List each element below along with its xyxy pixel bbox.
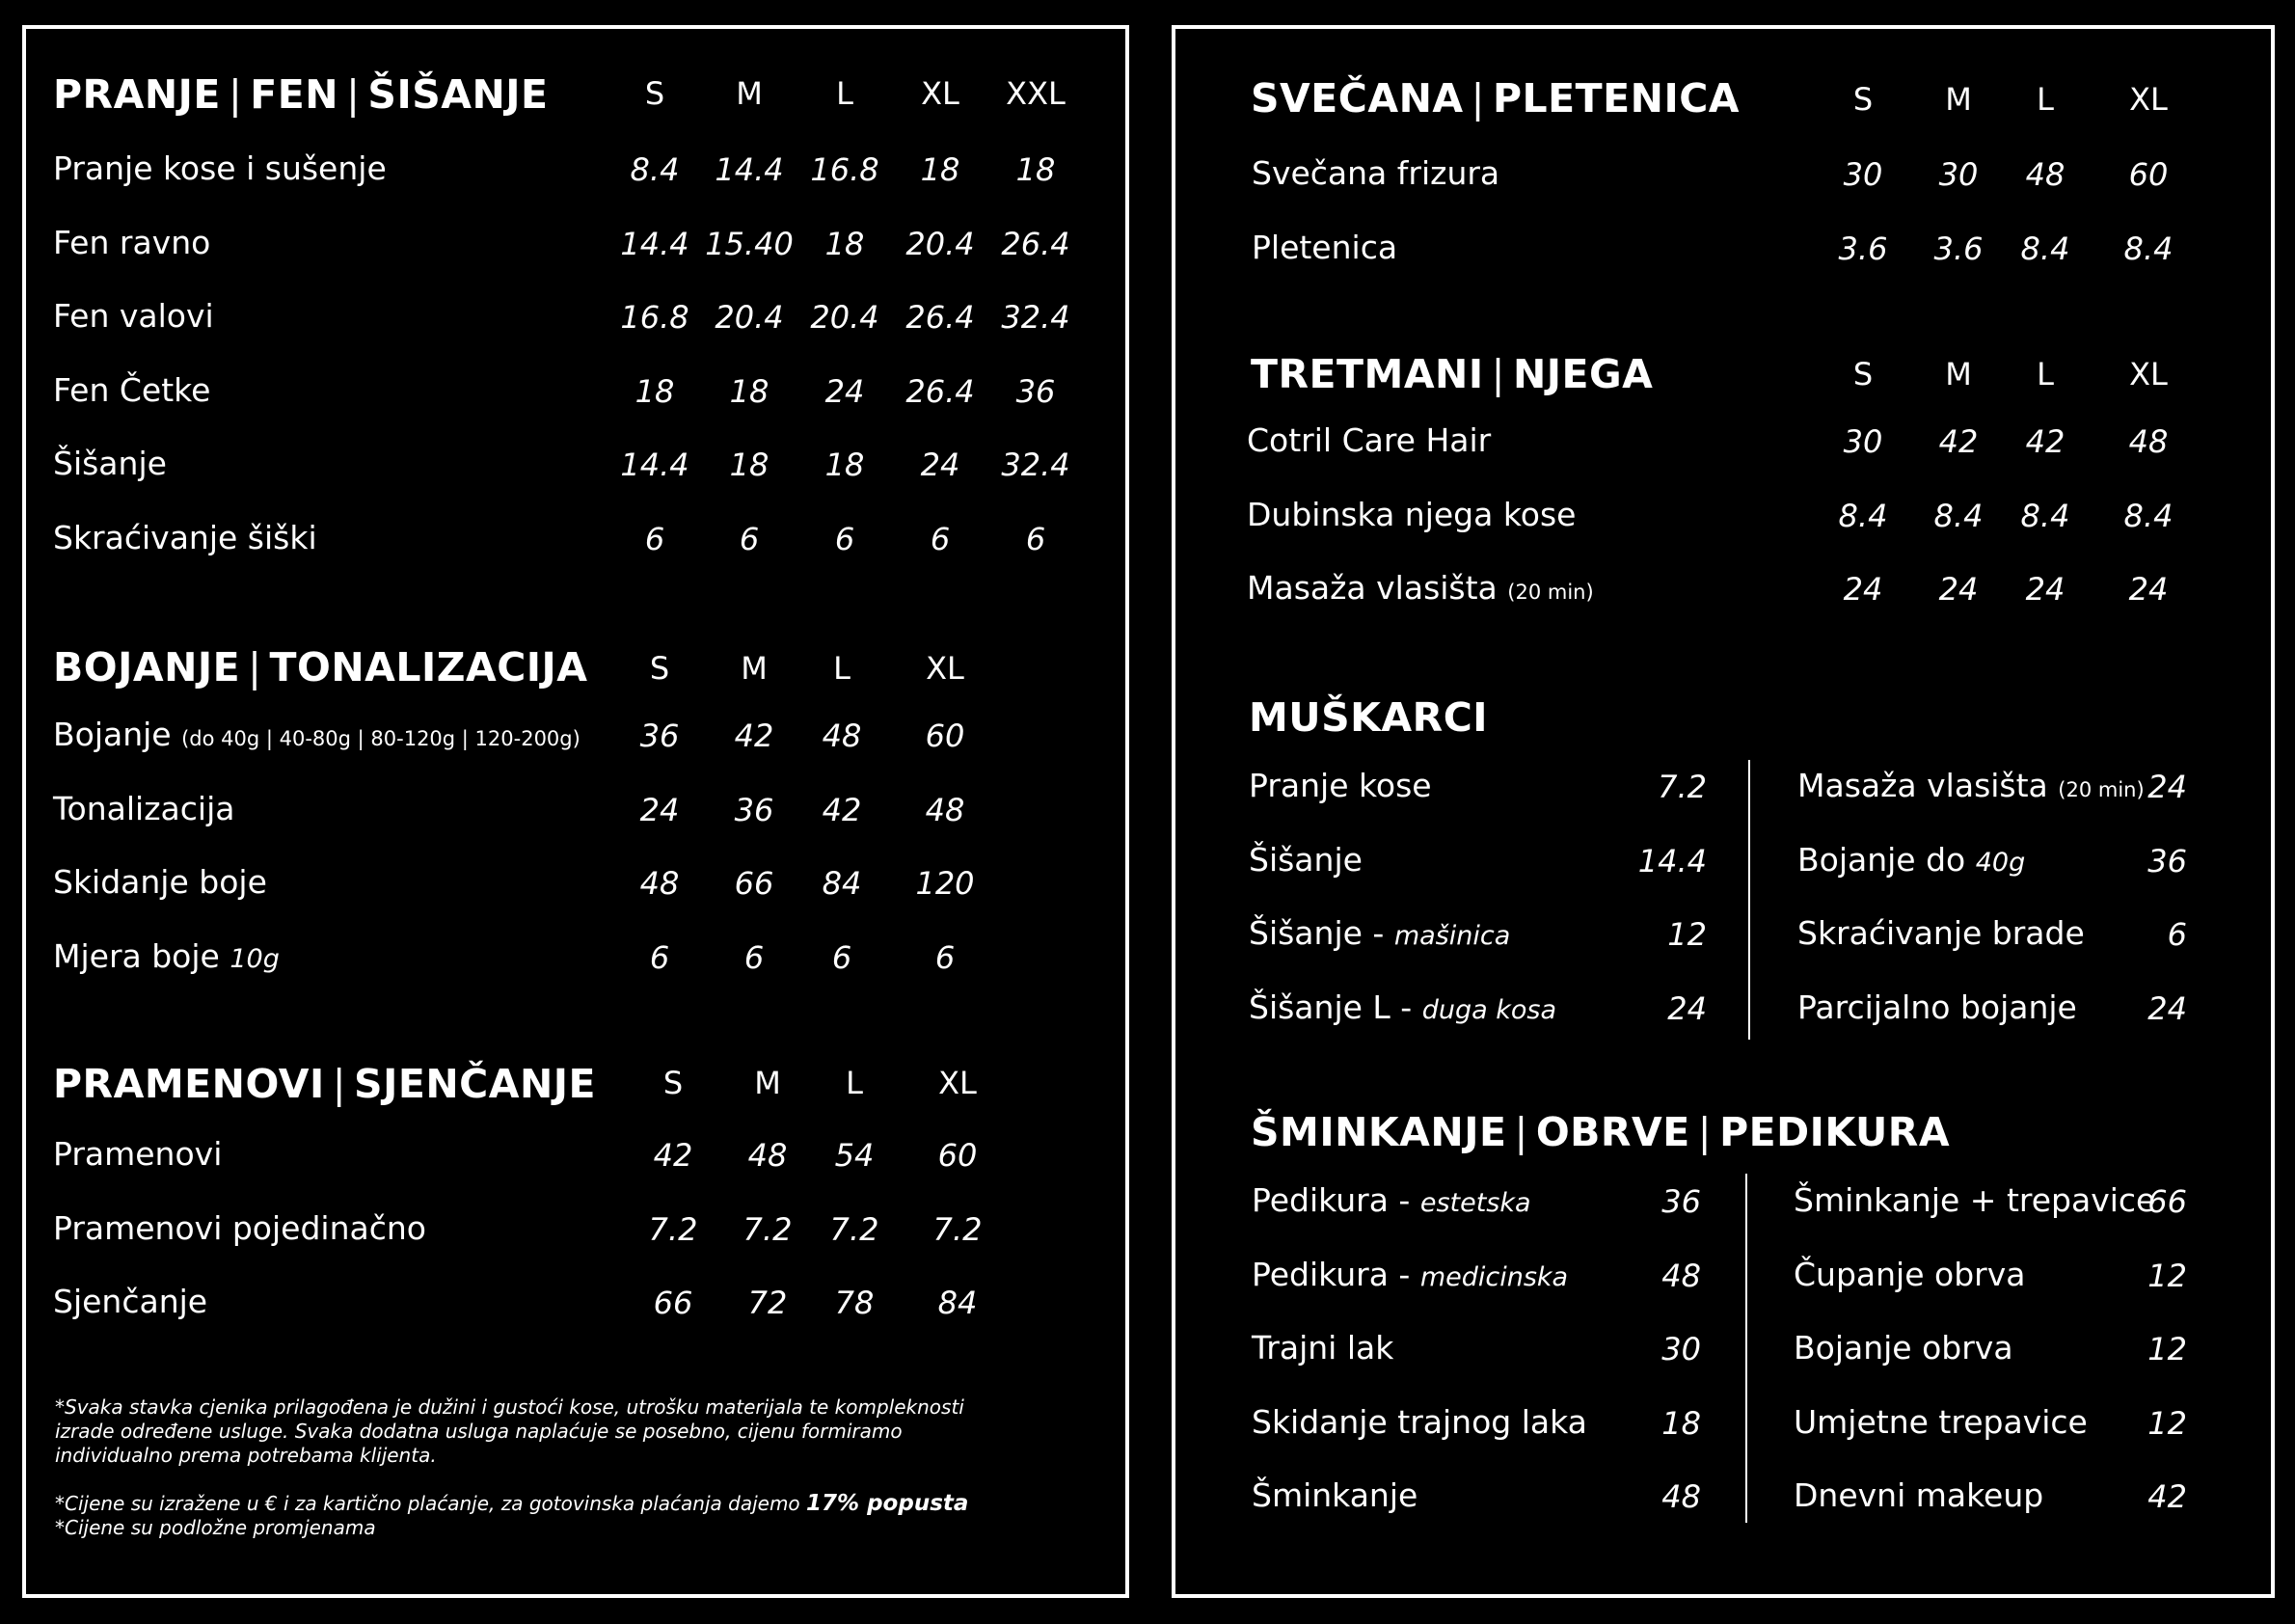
- footnote-line: individualno prema potrebama klijenta.: [55, 1444, 437, 1467]
- service-name: [1252, 1256, 1568, 1293]
- price-value: 26.4: [905, 299, 975, 336]
- price-value: 48: [2128, 423, 2169, 460]
- price-value: 12: [2147, 1404, 2187, 1442]
- service-note: (do 40g | 40-80g | 80-120g | 120-200g): [181, 727, 580, 750]
- size-column-header: M: [1945, 81, 1972, 118]
- price-value: 12: [1667, 916, 1707, 953]
- size-column-header: S: [644, 75, 665, 112]
- size-column-header: M: [1945, 356, 1972, 392]
- price-value: 48: [925, 791, 965, 828]
- service-label: Fen Četke: [53, 370, 211, 409]
- size-column-header: M: [736, 75, 763, 112]
- price-value: 120: [915, 865, 975, 902]
- price-value: 42: [1938, 423, 1979, 460]
- footnote-line: izrade određene usluge. Svaka dodatna usluga naplaćuje se posebno, cijenu formiramo: [55, 1420, 903, 1443]
- price-value: 16.8: [810, 151, 879, 188]
- price-value: 66: [734, 865, 774, 902]
- service-label: Skraćivanje šiški: [53, 518, 317, 556]
- service-label: Skraćivanje brade: [1797, 914, 2085, 952]
- title-separator: |: [1491, 351, 1505, 397]
- service-label: Trajni lak: [1252, 1329, 1394, 1367]
- service-name: [53, 716, 580, 753]
- price-value: 36: [639, 717, 680, 754]
- price-value: 78: [834, 1285, 875, 1321]
- title-separator: |: [228, 71, 243, 118]
- price-value: 6: [831, 938, 852, 976]
- footnote-line: *Cijene su podložne promjenama: [55, 1516, 376, 1539]
- price-value: 42: [734, 717, 774, 754]
- service-name: [1249, 914, 1510, 952]
- price-value: 26.4: [1001, 225, 1070, 262]
- service-note: (20 min): [2058, 778, 2145, 801]
- title-part: SVEČANA: [1251, 75, 1464, 122]
- price-value: 36: [1661, 1183, 1701, 1220]
- price-value: 30: [1843, 156, 1883, 193]
- service-detail: medicinska: [1419, 1261, 1569, 1292]
- title-separator: |: [248, 644, 262, 690]
- price-value: 24: [2025, 571, 2066, 608]
- service-name: [53, 1283, 207, 1320]
- price-value: 24: [920, 447, 960, 483]
- service-name: [53, 149, 387, 187]
- title-part: PRAMENOVI: [53, 1061, 325, 1107]
- price-value: 30: [1843, 423, 1883, 460]
- size-column-header: S: [1852, 356, 1874, 392]
- size-column-header: S: [662, 1065, 684, 1101]
- service-label: Dnevni makeup: [1794, 1476, 2044, 1514]
- section-title: MUŠKARCI: [1249, 694, 1489, 741]
- price-value: 24: [2147, 989, 2187, 1027]
- price-value: 6: [743, 938, 765, 976]
- price-value: 8.4: [2123, 230, 2174, 267]
- service-label: Sjenčanje: [53, 1283, 208, 1320]
- service-label: Svečana frizura: [1252, 154, 1500, 192]
- title-part: FEN: [250, 71, 339, 118]
- service-name: [1249, 841, 1363, 879]
- service-name: [1247, 421, 1491, 459]
- service-name: [1247, 496, 1576, 533]
- price-value: 24: [2147, 769, 2187, 805]
- price-value: 84: [822, 865, 862, 902]
- size-column-header: S: [1852, 81, 1874, 118]
- service-label: Pramenovi pojedinačno: [53, 1208, 426, 1247]
- size-column-header: XL: [2129, 356, 2168, 392]
- service-name: [53, 371, 210, 409]
- service-label: Masaža vlasišta: [1247, 569, 1498, 607]
- price-value: 6: [930, 520, 951, 557]
- price-value: 60: [2128, 156, 2169, 193]
- size-column-header: XL: [921, 75, 959, 112]
- price-value: 7.2: [829, 1210, 879, 1248]
- service-name: [1797, 988, 2077, 1026]
- price-value: 42: [822, 791, 862, 828]
- section-title: [53, 1061, 596, 1107]
- section-title: [53, 71, 549, 118]
- size-column-header: M: [741, 650, 768, 687]
- price-value: 7.2: [742, 1210, 793, 1248]
- service-name: [1252, 1181, 1531, 1219]
- price-value: 6: [834, 520, 855, 557]
- price-value: 14.4: [620, 447, 689, 483]
- price-value: 66: [653, 1285, 693, 1321]
- price-value: 18: [824, 447, 865, 483]
- title-part: ŠMINKANJE: [1251, 1109, 1507, 1155]
- price-value: 60: [925, 717, 965, 754]
- service-label: Umjetne trepavice: [1794, 1402, 2088, 1441]
- service-label: Pranje kose i sušenje: [53, 149, 387, 187]
- price-value: 8.4: [2123, 497, 2174, 534]
- price-value: 8.4: [2020, 497, 2070, 534]
- service-name: [53, 863, 267, 901]
- price-value: 36: [1015, 372, 1056, 410]
- footnotes: [55, 1395, 968, 1540]
- title-part: PLETENICA: [1492, 75, 1741, 122]
- service-label: Pedikura -: [1252, 1255, 1411, 1293]
- price-value: 36: [2147, 842, 2187, 880]
- price-value: 20.4: [905, 225, 975, 262]
- price-value: 6: [649, 938, 670, 976]
- service-label: Pramenovi: [53, 1135, 223, 1173]
- service-name: [53, 445, 167, 482]
- price-value: 24: [824, 372, 865, 410]
- price-value: 72: [747, 1285, 788, 1321]
- service-label: Pranje kose: [1249, 767, 1432, 804]
- discount-highlight: 17% popusta: [806, 1491, 969, 1516]
- price-value: 48: [1661, 1257, 1701, 1294]
- service-label: Šišanje: [1249, 840, 1363, 879]
- price-value: 24: [1938, 571, 1979, 608]
- footnote-gap: [55, 1468, 968, 1492]
- service-label: Fen valovi: [53, 297, 214, 335]
- price-value: 14.4: [1637, 842, 1707, 880]
- service-name: [1252, 1476, 1418, 1514]
- section-title: [53, 644, 588, 690]
- service-name: [1794, 1476, 2043, 1514]
- price-value: 8.4: [1933, 497, 1984, 534]
- price-value: 20.4: [810, 299, 879, 336]
- service-label: Skidanje boje: [53, 863, 267, 901]
- size-column-header: XL: [938, 1065, 977, 1101]
- column-divider: [1748, 760, 1750, 1040]
- title-separator: |: [1514, 1109, 1528, 1155]
- footnote-discount-line: [55, 1492, 968, 1516]
- footnote-text: *Cijene su izražene u € i za kartično plaćanje, za gotovinska plaćanja dajemo: [55, 1492, 800, 1515]
- service-label: Masaža vlasišta: [1797, 767, 2048, 804]
- price-value: 54: [834, 1137, 875, 1174]
- price-value: 24: [1843, 571, 1883, 608]
- size-column-header: L: [2037, 81, 2054, 118]
- price-value: 15.40: [705, 225, 794, 262]
- service-name: [53, 937, 280, 975]
- service-name: [1794, 1403, 2088, 1441]
- price-value: 66: [2147, 1183, 2187, 1220]
- title-part: TRETMANI: [1251, 351, 1484, 397]
- price-value: 18: [1015, 151, 1056, 188]
- size-column-header: XL: [2129, 81, 2168, 118]
- service-name: [1252, 154, 1499, 192]
- price-value: 14.4: [620, 225, 689, 262]
- service-label: Pletenica: [1252, 229, 1398, 266]
- size-column-header: XL: [926, 650, 964, 687]
- column-divider: [1745, 1174, 1747, 1523]
- service-detail: 40g: [1975, 847, 2026, 878]
- price-value: 36: [734, 791, 774, 828]
- price-value: 20.4: [715, 299, 784, 336]
- price-value: 7.2: [648, 1210, 698, 1248]
- title-separator: |: [1471, 75, 1485, 122]
- title-part: PEDIKURA: [1719, 1109, 1951, 1155]
- service-label: Dubinska njega kose: [1247, 495, 1577, 533]
- service-detail: estetska: [1419, 1188, 1531, 1218]
- service-name: [1797, 914, 2085, 952]
- size-column-header: XXL: [1006, 75, 1066, 112]
- section-title: [1251, 351, 1653, 397]
- price-value: 48: [1661, 1478, 1701, 1515]
- service-name: [53, 1135, 222, 1173]
- service-name: [1252, 229, 1397, 266]
- service-label: Šišanje L -: [1249, 988, 1413, 1026]
- title-part: OBRVE: [1535, 1109, 1690, 1155]
- size-column-header: M: [754, 1065, 781, 1101]
- section-title: [1251, 75, 1740, 122]
- price-value: 18: [634, 372, 675, 410]
- title-part: BOJANJE: [53, 644, 241, 690]
- service-name: [1252, 1403, 1587, 1441]
- service-label: Fen ravno: [53, 223, 211, 261]
- price-value: 6: [934, 938, 956, 976]
- service-label: Šminkanje: [1252, 1476, 1418, 1514]
- size-column-header: L: [833, 650, 850, 687]
- service-label: Šminkanje + trepavice: [1794, 1181, 2156, 1219]
- price-value: 6: [2167, 916, 2187, 953]
- title-part: PRANJE: [53, 71, 221, 118]
- title-part: ŠIŠANJE: [367, 71, 549, 118]
- service-label: Tonalizacija: [53, 789, 235, 827]
- price-value: 8.4: [1838, 497, 1888, 534]
- service-label: Mjera boje: [53, 936, 220, 975]
- service-name: [1249, 767, 1432, 804]
- title-separator: |: [1697, 1109, 1713, 1155]
- price-value: 30: [1661, 1331, 1701, 1367]
- price-value: 16.8: [620, 299, 689, 336]
- price-value: 24: [639, 791, 680, 828]
- price-value: 26.4: [905, 372, 975, 410]
- size-column-header: L: [2037, 356, 2054, 392]
- service-label: Bojanje obrva: [1794, 1329, 2013, 1367]
- price-value: 6: [739, 520, 760, 557]
- footnote-line: *Svaka stavka cjenika prilagođena je dužini i gustoći kose, utrošku materijala te kompleknosti: [55, 1395, 964, 1419]
- price-value: 18: [920, 151, 960, 188]
- price-value: 32.4: [1001, 447, 1070, 483]
- service-label: Pedikura -: [1252, 1181, 1411, 1219]
- service-detail: duga kosa: [1421, 994, 1556, 1025]
- price-value: 32.4: [1001, 299, 1070, 336]
- service-label: Skidanje trajnog laka: [1252, 1402, 1587, 1441]
- title-part: NJEGA: [1512, 351, 1654, 397]
- service-name: [53, 519, 317, 556]
- price-value: 42: [2147, 1478, 2187, 1515]
- price-value: 7.2: [1658, 769, 1707, 805]
- price-value: 12: [2147, 1257, 2187, 1294]
- price-value: 18: [1661, 1404, 1701, 1442]
- price-value: 14.4: [715, 151, 784, 188]
- price-value: 48: [2025, 156, 2066, 193]
- service-label: Šišanje -: [1249, 914, 1385, 952]
- size-column-header: L: [846, 1065, 863, 1101]
- service-name: [53, 297, 214, 335]
- service-name: [1797, 841, 2025, 879]
- price-value: 18: [729, 447, 770, 483]
- price-value: 8.4: [2020, 230, 2070, 267]
- service-label: Parcijalno bojanje: [1797, 988, 2077, 1026]
- title-part: TONALIZACIJA: [269, 644, 588, 690]
- service-name: [53, 1209, 426, 1247]
- title-part: SJENČANJE: [354, 1061, 597, 1107]
- service-name: [1794, 1256, 2025, 1293]
- price-value: 3.6: [1838, 230, 1888, 267]
- price-value: 30: [1938, 156, 1979, 193]
- service-label: Bojanje do: [1797, 840, 1966, 879]
- price-value: 8.4: [630, 151, 680, 188]
- price-value: 48: [639, 865, 680, 902]
- price-value: 48: [747, 1137, 788, 1174]
- price-value: 84: [937, 1285, 978, 1321]
- price-value: 18: [729, 372, 770, 410]
- service-detail: 10g: [230, 943, 280, 974]
- service-name: [53, 790, 234, 827]
- price-value: 24: [2128, 571, 2169, 608]
- service-label: Bojanje: [53, 716, 172, 753]
- price-value: 42: [653, 1137, 693, 1174]
- price-value: 7.2: [932, 1210, 983, 1248]
- title-separator: |: [346, 71, 361, 118]
- section-title: [1251, 1109, 1950, 1155]
- price-value: 48: [822, 717, 862, 754]
- price-value: 12: [2147, 1331, 2187, 1367]
- service-name: [53, 224, 210, 261]
- service-name: [1249, 988, 1556, 1026]
- service-name: [1252, 1329, 1393, 1367]
- price-value: 24: [1667, 989, 1707, 1027]
- service-label: Cotril Care Hair: [1247, 421, 1492, 459]
- price-value: 18: [824, 225, 865, 262]
- price-value: 6: [1025, 520, 1046, 557]
- service-note: (20 min): [1507, 581, 1594, 604]
- price-value: 6: [644, 520, 665, 557]
- size-column-header: L: [836, 75, 853, 112]
- size-column-header: S: [649, 650, 670, 687]
- service-label: Čupanje obrva: [1794, 1255, 2026, 1293]
- title-separator: |: [332, 1061, 347, 1107]
- price-value: 60: [937, 1137, 978, 1174]
- service-label: Šišanje: [53, 445, 167, 482]
- service-detail: mašinica: [1393, 921, 1511, 951]
- price-value: 42: [2025, 423, 2066, 460]
- service-name: [1247, 569, 1594, 607]
- price-value: 3.6: [1933, 230, 1984, 267]
- service-name: [1794, 1329, 2013, 1367]
